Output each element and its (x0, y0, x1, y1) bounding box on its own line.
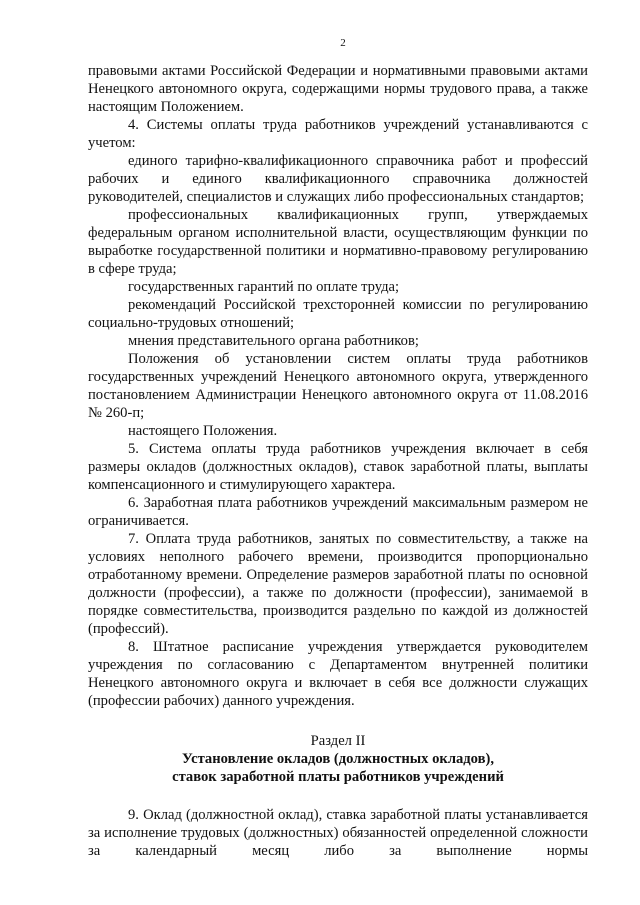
paragraph-item-4: 4. Системы оплаты труда работников учреждений устанавливаются с учетом: (88, 117, 588, 151)
paragraph-continuation: правовыми актами Российской Федерации и нормативными правовыми актами Ненецкого автономного округа, содержащими нормы трудового права, а также настоящим Положением. (88, 63, 588, 115)
page-number: 2 (340, 37, 346, 49)
document-page (88, 36, 588, 860)
paragraph-tripartite-commission: рекомендаций Российской трехсторонней комиссии по регулированию социально-трудовых отношений; (88, 297, 588, 331)
section-spacer (88, 710, 588, 732)
title-spacer (88, 786, 588, 806)
paragraph-representative-body: мнения представительного органа работников; (128, 333, 419, 349)
paragraph-qualification-groups: профессиональных квалификационных групп, утверждаемых федеральным органом исполнительной власти, осуществляющим функции по выработке государственной политики и нормативно-правовому регулированию в сфере труда; (88, 207, 588, 277)
paragraph-this-regulation: настоящего Положения. (128, 423, 278, 439)
paragraph-tariff-reference: единого тарифно-квалификационного справочника работ и профессий рабочих и единого квалификационного справочника должностей руководителей, специалистов и служащих либо профессиональных стандартов; (88, 153, 588, 205)
paragraph-item-5: 5. Система оплаты труда работников учреждения включает в себя размеры окладов (должностных окладов), ставок заработной платы, выплаты компенсационного и стимулирующего характера. (88, 441, 588, 493)
paragraph-regulation-reference: Положения об установлении систем оплаты труда работников государственных учреждений Ненецкого автономного округа, утвержденного постановлением Администрации Ненецкого автономного округа от 11.08.2016 № 260-п; (88, 351, 588, 421)
paragraph-item-6: 6. Заработная плата работников учреждений максимальным размером не ограничивается. (88, 495, 588, 529)
paragraph-item-7: 7. Оплата труда работников, занятых по совместительству, а также на условиях неполного рабочего времени, производится пропорционально отработанному времени. Определение размеров заработной платы по основной должности (профессии), а также по должности (профессии), занимаемой в порядке совместительства, производится раздельно по каждой из должностей (профессий). (88, 531, 588, 637)
section-label: Раздел II (310, 733, 366, 749)
section-title-line-2: ставок заработной платы работников учреждений (172, 769, 504, 785)
paragraph-state-guarantees: государственных гарантий по оплате труда; (128, 279, 400, 295)
paragraph-item-8: 8. Штатное расписание учреждения утверждается руководителем учреждения по согласованию с Департаментом внутренней политики Ненецкого автономного округа и включает в себя все должности служащих (профессии рабочих) данного учреждения. (88, 639, 588, 709)
paragraph-item-9: 9. Оклад (должностной оклад), ставка заработной платы устанавливается за исполнение трудовых (должностных) обязанностей определенной сложности за календарный месяц либо за выполнение нормы (88, 807, 588, 859)
section-title-line-1: Установление окладов (должностных окладов), (181, 751, 495, 767)
